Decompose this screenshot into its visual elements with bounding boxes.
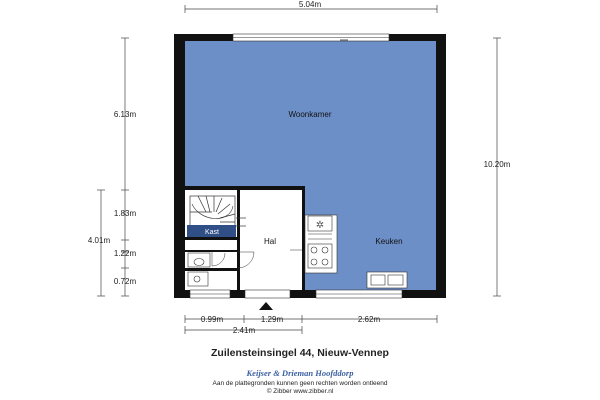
dim-bottom-a: 0.99m [200,315,224,324]
dim-left-mid: 1.22m [113,249,137,258]
dim-left-upper: 6.13m [113,110,137,119]
copyright: © Zibber www.zibber.nl [266,388,334,395]
dim-bottom-c: 2.62m [357,315,381,324]
dim-left-total-lower: 4.01m [87,236,111,245]
dim-bottom-total: 2.41m [232,326,256,335]
dim-right-height: 10.20m [483,160,511,169]
disclaimer: Aan de plattegronden kunnen geen rechten worden ontleend [212,380,388,387]
address: Zuilensteinsingel 44, Nieuw-Vennep [211,347,389,359]
room-label-living: Woonkamer [288,110,332,119]
dim-left-stair: 1.83m [113,209,137,218]
front-door [245,290,290,298]
room-label-kitchen: Keuken [375,237,403,246]
dim-left-bottom: 0.72m [113,277,137,286]
room-label-closet: Kast [204,229,220,236]
sink [367,272,407,288]
dim-top-width: 5.04m [298,0,322,9]
dim-bottom-b: 1.29m [260,315,284,324]
agent-name: Keijser & Drieman Hoofddorp [246,368,354,378]
room-label-hall: Hal [263,237,277,246]
fan-icon: ✲ [315,220,325,231]
entrance-arrow-icon [259,302,273,310]
